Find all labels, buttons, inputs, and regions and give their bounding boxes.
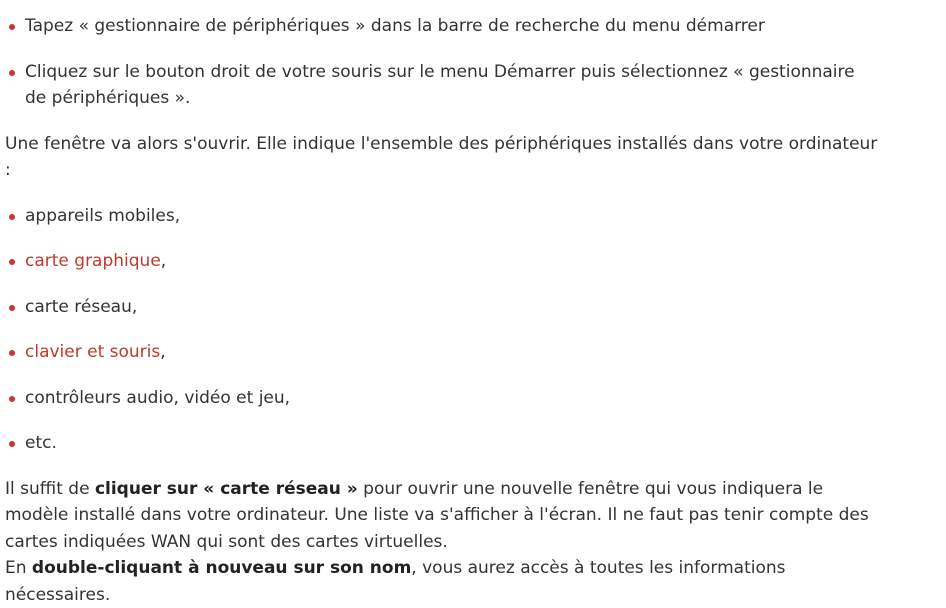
instruction-paragraph xyxy=(5,476,881,556)
step-text: Cliquez sur le bouton droit de votre souris sur le menu Démarrer puis sélectionnez « gestionnaire de périphériques ». xyxy=(25,61,855,108)
device-text: appareils mobiles, xyxy=(25,205,181,226)
para2-before: En xyxy=(5,558,32,578)
list-item xyxy=(5,339,881,366)
device-text: contrôleurs audio, vidéo et jeu, xyxy=(25,387,291,408)
list-item xyxy=(5,59,881,112)
bullet-icon xyxy=(9,350,15,356)
para2-after: , vous aurez accès à toutes les informations nécessaires. xyxy=(5,558,786,605)
bullet-icon xyxy=(9,259,15,265)
bullet-icon xyxy=(9,441,15,447)
intro-paragraph: Une fenêtre va alors s'ouvrir. Elle indique l'ensemble des périphériques installés dans votre ordinateur : xyxy=(5,133,878,180)
bullet-icon xyxy=(9,70,15,76)
device-text: etc. xyxy=(25,433,57,453)
devices-list xyxy=(5,203,881,457)
bullet-icon xyxy=(9,214,15,220)
para1-before: Il suffit de xyxy=(5,478,95,499)
device-text: , xyxy=(160,251,167,271)
bullet-icon xyxy=(9,396,15,402)
list-item xyxy=(5,294,881,321)
para1-bold: cliquer sur « carte réseau » xyxy=(94,478,358,499)
list-item xyxy=(5,13,881,40)
list-item xyxy=(5,430,881,457)
bullet-icon xyxy=(9,305,15,311)
para2-bold: double-cliquant à nouveau sur son nom xyxy=(31,558,412,578)
link-clavier-souris[interactable]: clavier et souris xyxy=(25,342,161,362)
bullet-icon xyxy=(9,24,15,30)
device-text: carte réseau, xyxy=(25,296,138,317)
para1-after: pour ouvrir une nouvelle fenêtre qui vous indiquera le modèle installé dans votre ordinateur. Une liste va s'afficher à l'écran. Il ne faut pas tenir compte des cartes indiquées WAN qui sont des cartes virtuelles. xyxy=(5,478,869,552)
list-item xyxy=(5,385,881,412)
steps-list xyxy=(5,13,881,112)
link-carte-graphique[interactable]: carte graphique xyxy=(25,251,161,271)
step-text: Tapez « gestionnaire de périphériques » dans la barre de recherche du menu démarrer xyxy=(25,16,765,36)
list-item xyxy=(5,248,881,275)
list-item xyxy=(5,203,881,230)
device-text: , xyxy=(160,342,166,362)
details-paragraph xyxy=(5,555,881,608)
